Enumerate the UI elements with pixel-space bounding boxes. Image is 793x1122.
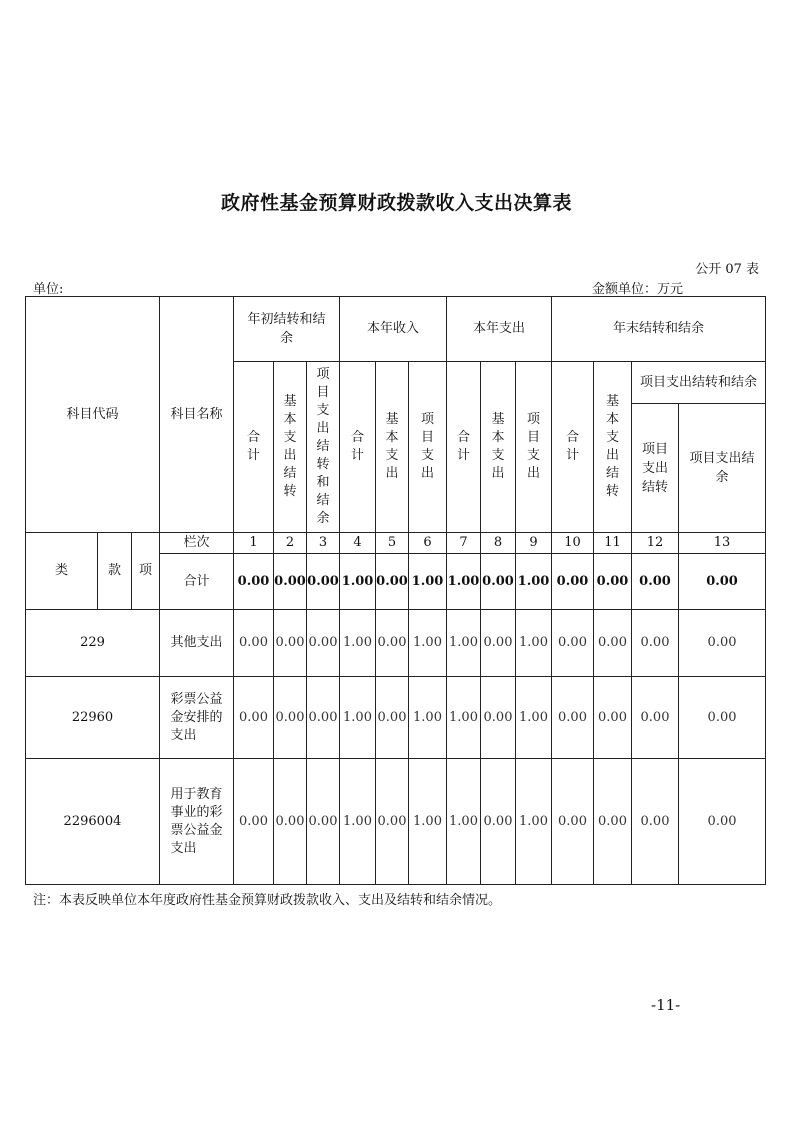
- row-name: 彩票公益金安排的支出: [160, 677, 234, 759]
- col-number: 8: [481, 533, 516, 554]
- page-number: -11-: [651, 996, 681, 1014]
- header-basic: 基本支出: [376, 362, 409, 533]
- row-value: 0.00: [632, 759, 679, 885]
- col-number: 3: [307, 533, 340, 554]
- row-value: 0.00: [552, 610, 594, 677]
- row-value: 0.00: [274, 759, 307, 885]
- total-value: 0.00: [552, 554, 594, 610]
- row-name: 用于教育事业的彩票公益金支出: [160, 759, 234, 885]
- row-value: 0.00: [376, 759, 409, 885]
- table-row: [26, 677, 766, 759]
- row-value: 1.00: [409, 610, 447, 677]
- header-total: 合计: [340, 362, 376, 533]
- header-basic-carry: 基本支出结转: [594, 362, 632, 533]
- header-lei: 类: [26, 533, 98, 610]
- header-expenditure: 本年支出: [447, 297, 552, 362]
- header-income: 本年收入: [340, 297, 447, 362]
- row-value: 0.00: [552, 677, 594, 759]
- row-value: 0.00: [552, 759, 594, 885]
- row-value: 0.00: [234, 759, 274, 885]
- row-value: 0.00: [481, 759, 516, 885]
- row-value: 0.00: [307, 759, 340, 885]
- row-value: 1.00: [340, 677, 376, 759]
- col-number: 9: [516, 533, 552, 554]
- total-value: 1.00: [516, 554, 552, 610]
- row-value: 1.00: [340, 759, 376, 885]
- total-value: 0.00: [679, 554, 766, 610]
- total-value: 1.00: [447, 554, 481, 610]
- header-opening-balance: 年初结转和结余: [234, 297, 340, 362]
- total-value: 0.00: [274, 554, 307, 610]
- row-value: 0.00: [274, 610, 307, 677]
- row-value: 1.00: [447, 677, 481, 759]
- header-subject-name: 科目名称: [160, 297, 234, 533]
- total-value: 0.00: [376, 554, 409, 610]
- row-name: 其他支出: [160, 610, 234, 677]
- col-number: 5: [376, 533, 409, 554]
- total-value: 0.00: [481, 554, 516, 610]
- row-code: 229: [26, 610, 160, 677]
- row-value: 0.00: [234, 677, 274, 759]
- row-value: 0.00: [481, 677, 516, 759]
- header-closing-balance: 年末结转和结余: [552, 297, 766, 362]
- col-number: 1: [234, 533, 274, 554]
- total-value: 0.00: [234, 554, 274, 610]
- header-total: 合计: [552, 362, 594, 533]
- col-number: 10: [552, 533, 594, 554]
- header-basic: 基本支出: [481, 362, 516, 533]
- header-lanci: 栏次: [160, 533, 234, 554]
- row-value: 0.00: [632, 677, 679, 759]
- col-number: 7: [447, 533, 481, 554]
- header-project: 项目支出: [516, 362, 552, 533]
- row-value: 0.00: [307, 610, 340, 677]
- total-value: 1.00: [340, 554, 376, 610]
- header-project-surplus: 项目支出结余: [679, 404, 766, 533]
- form-number: 公开 07 表: [695, 262, 759, 277]
- header-subject-code: 科目代码: [26, 297, 160, 533]
- total-value: 0.00: [594, 554, 632, 610]
- col-number: 11: [594, 533, 632, 554]
- total-value: 0.00: [307, 554, 340, 610]
- row-value: 0.00: [376, 677, 409, 759]
- unit-label: 单位:: [33, 282, 64, 297]
- header-project-carry: 项目支出结转: [632, 404, 679, 533]
- row-value: 0.00: [594, 677, 632, 759]
- col-number: 6: [409, 533, 447, 554]
- total-value: 0.00: [632, 554, 679, 610]
- row-value: 0.00: [274, 677, 307, 759]
- row-value: 0.00: [632, 610, 679, 677]
- row-value: 0.00: [679, 759, 766, 885]
- row-value: 0.00: [376, 610, 409, 677]
- row-value: 1.00: [340, 610, 376, 677]
- column-number-row: [26, 533, 766, 554]
- amount-unit-label: 金额单位：万元: [592, 282, 684, 297]
- page-title: 政府性基金预算财政拨款收入支出决算表: [220, 192, 572, 214]
- row-value: 1.00: [516, 759, 552, 885]
- row-value: 1.00: [409, 759, 447, 885]
- header-row-1: [26, 297, 766, 362]
- row-value: 0.00: [679, 610, 766, 677]
- col-number: 12: [632, 533, 679, 554]
- col-number: 13: [679, 533, 766, 554]
- row-value: 1.00: [516, 677, 552, 759]
- header-kuan: 款: [98, 533, 132, 610]
- header-total: 合计: [447, 362, 481, 533]
- header-project: 项目支出: [409, 362, 447, 533]
- budget-table: [25, 296, 766, 885]
- row-value: 0.00: [594, 759, 632, 885]
- row-value: 1.00: [409, 677, 447, 759]
- header-xiang: 项: [132, 533, 160, 610]
- header-project-carry-surplus: 项目支出结转和结余: [307, 362, 340, 533]
- header-total: 合计: [234, 362, 274, 533]
- row-value: 1.00: [447, 759, 481, 885]
- row-value: 0.00: [481, 610, 516, 677]
- table-row: [26, 610, 766, 677]
- row-value: 0.00: [234, 610, 274, 677]
- col-number: 2: [274, 533, 307, 554]
- total-value: 1.00: [409, 554, 447, 610]
- header-project-carry-surplus-group: 项目支出结转和结余: [632, 362, 766, 404]
- row-value: 0.00: [594, 610, 632, 677]
- table-row: [26, 759, 766, 885]
- row-value: 1.00: [516, 610, 552, 677]
- table-note: 注：本表反映单位本年度政府性基金预算财政拨款收入、支出及结转和结余情况。: [33, 893, 502, 908]
- header-basic-carry: 基本支出结转: [274, 362, 307, 533]
- col-number: 4: [340, 533, 376, 554]
- row-code: 22960: [26, 677, 160, 759]
- row-value: 1.00: [447, 610, 481, 677]
- row-value: 0.00: [307, 677, 340, 759]
- total-label: 合计: [160, 554, 234, 610]
- row-code: 2296004: [26, 759, 160, 885]
- row-value: 0.00: [679, 677, 766, 759]
